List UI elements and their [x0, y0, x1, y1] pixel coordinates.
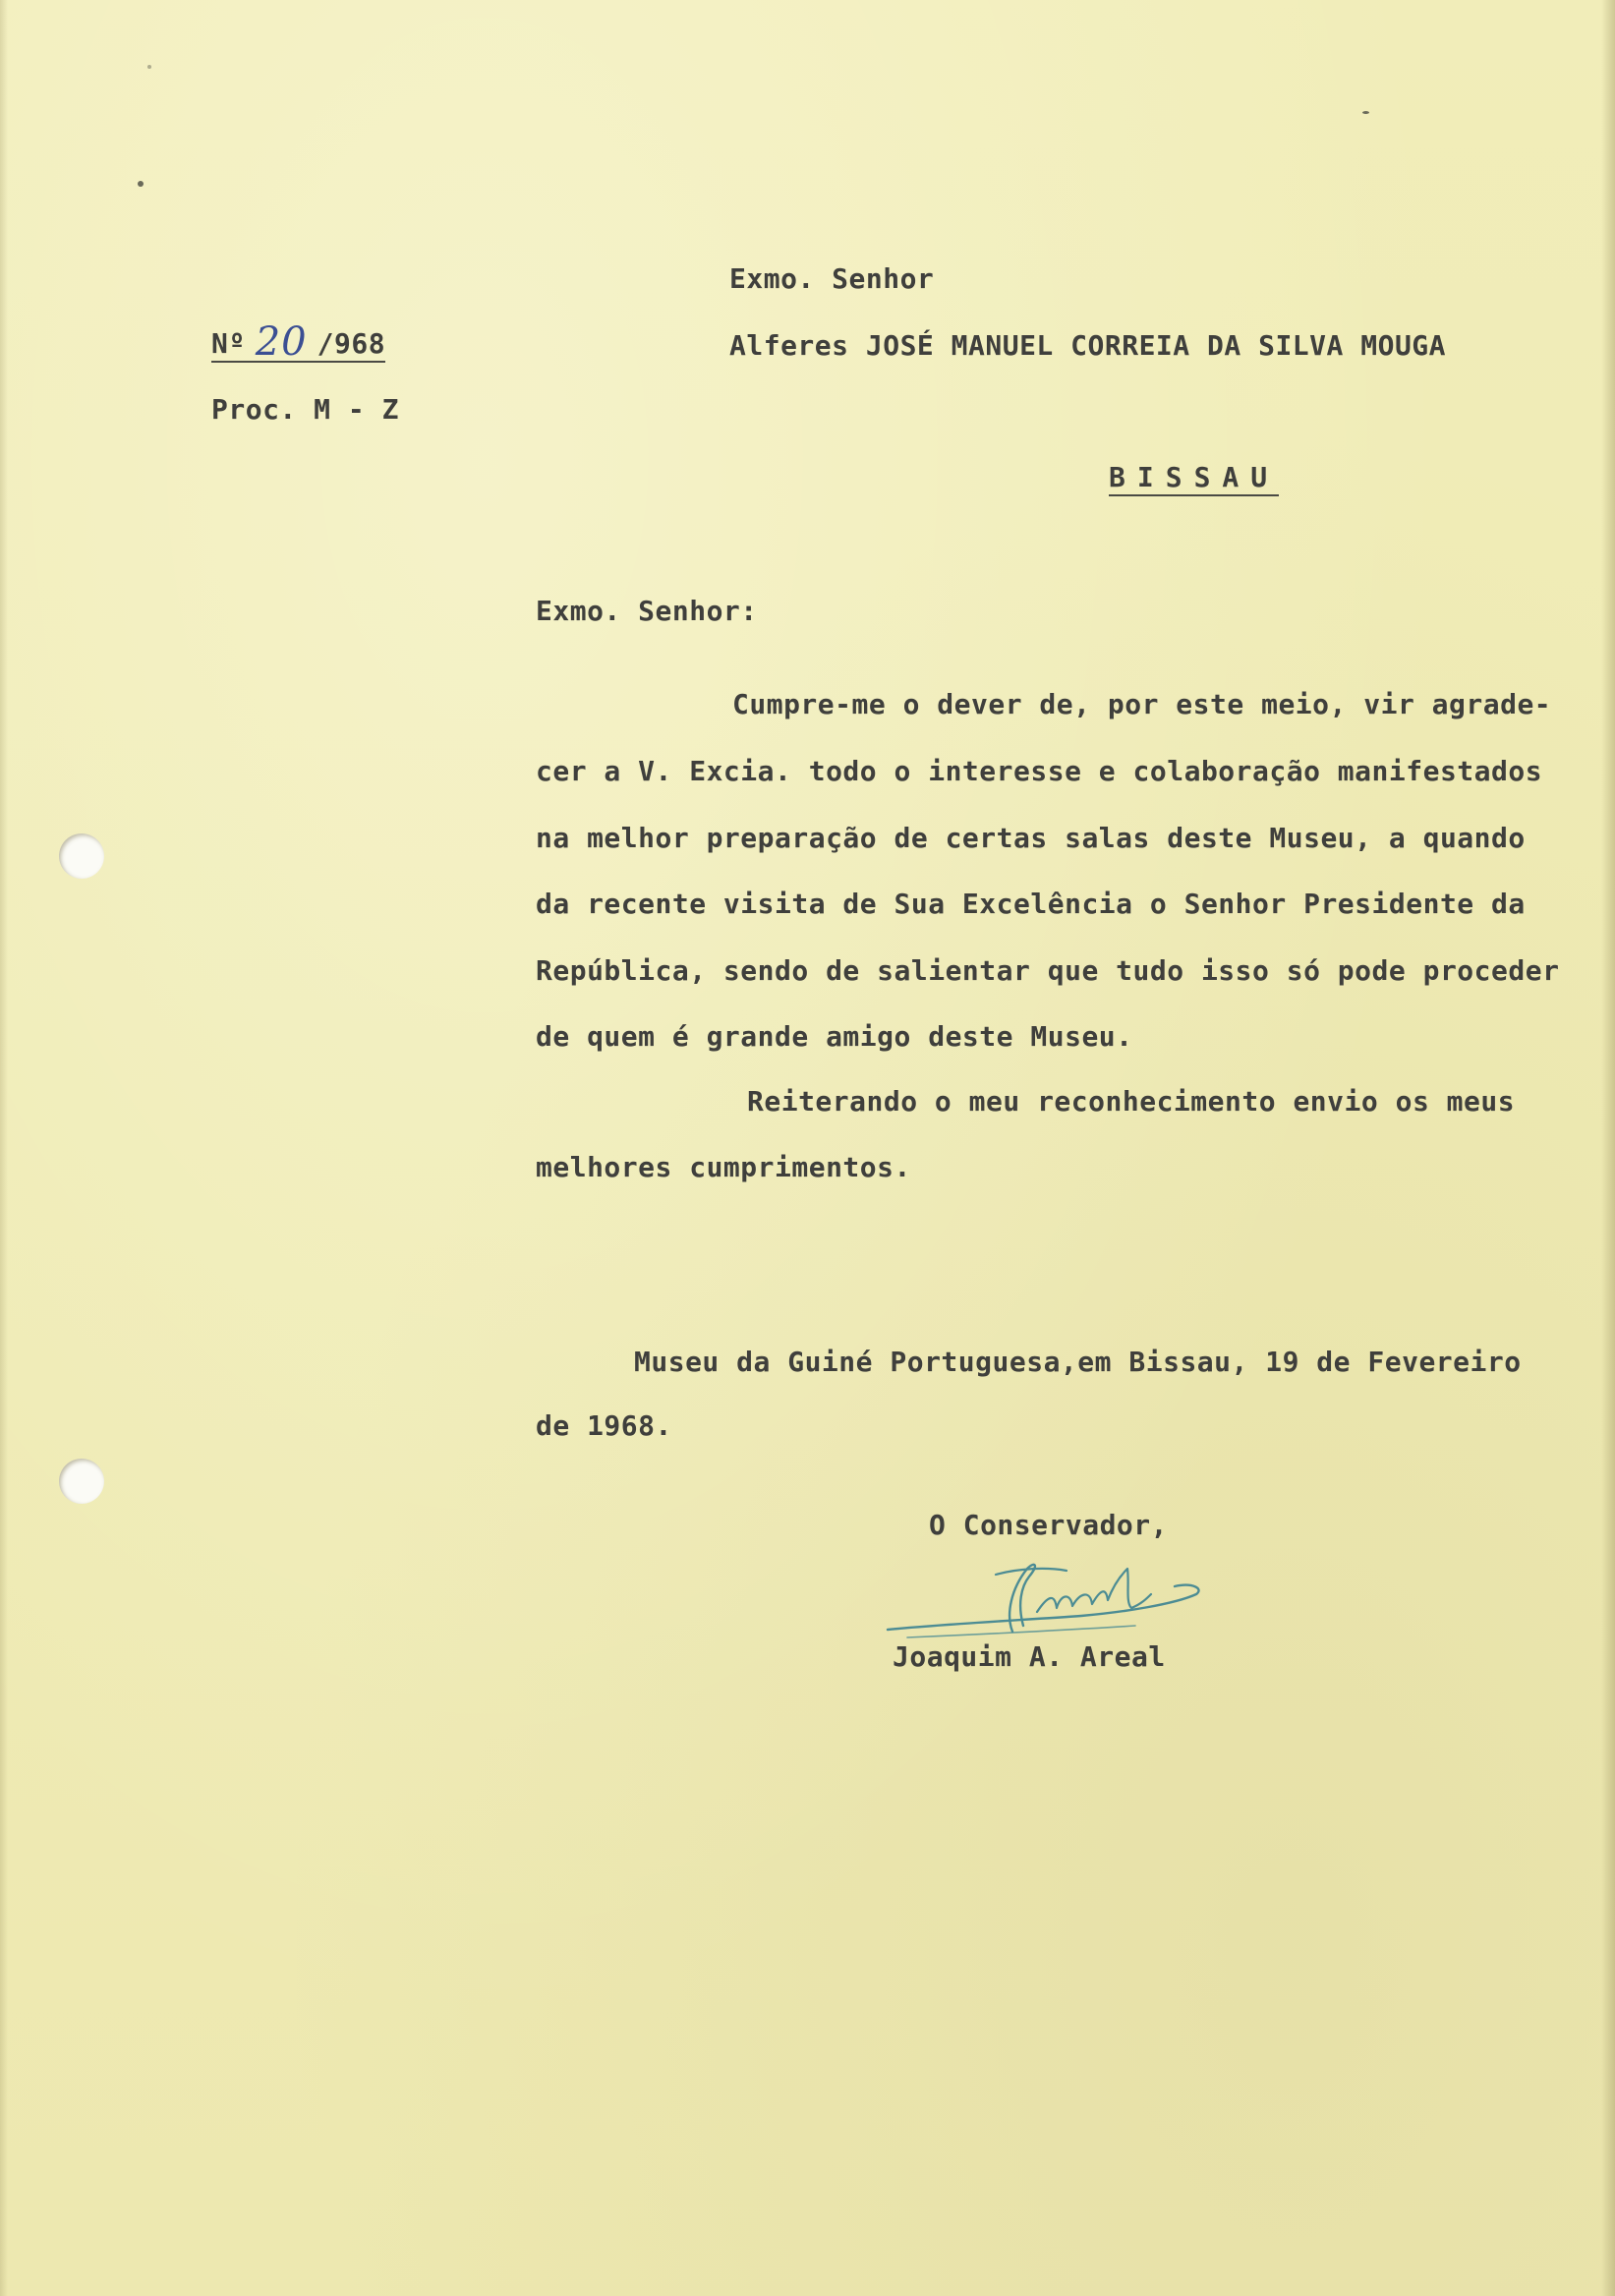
reference-year: /968 [317, 327, 386, 360]
reference-prefix: Nº [211, 327, 246, 360]
recipient-name: Alferes JOSÉ MANUEL CORREIA DA SILVA MOUGA [729, 329, 1447, 362]
paragraph2-line-2: melhores cumprimentos. [536, 1151, 911, 1183]
process-reference: Proc. M - Z [211, 393, 399, 426]
paragraph1-line-3: na melhor preparação de certas salas deste Museu, a quando [536, 822, 1526, 854]
handwritten-signature [880, 1555, 1214, 1643]
paper-speck [147, 65, 151, 69]
paragraph2-line-1: Reiterando o meu reconhecimento envio os meus [747, 1085, 1516, 1118]
greeting: Exmo. Senhor: [536, 595, 758, 627]
punch-hole-top [59, 833, 104, 879]
paragraph1-line-6: de quem é grande amigo deste Museu. [536, 1020, 1133, 1053]
paper-speck [138, 181, 144, 187]
paper-edge-left [0, 0, 8, 2296]
signatory-name: Joaquim A. Areal [893, 1640, 1166, 1673]
paper-speck [1362, 111, 1369, 114]
place-date-line-1: Museu da Guiné Portuguesa,em Bissau, 19 de Fevereiro [634, 1346, 1522, 1378]
city-heading: BISSAU [1109, 464, 1279, 496]
header-salutation: Exmo. Senhor [729, 262, 935, 295]
reference-number-handwritten: 20 [255, 319, 308, 365]
place-date-line-2: de 1968. [536, 1409, 672, 1442]
paper-edge-right [1601, 0, 1615, 2296]
paragraph1-line-2: cer a V. Excia. todo o interesse e colaboração manifestados [536, 755, 1543, 787]
paragraph1-line-5: República, sendo de salientar que tudo isso só pode proceder [536, 954, 1560, 987]
punch-hole-bottom [59, 1459, 104, 1504]
paragraph1-line-4: da recente visita de Sua Excelência o Senhor Presidente da [536, 888, 1526, 920]
paragraph1-line-1: Cumpre-me o dever de, por este meio, vir agrade- [732, 688, 1552, 720]
reference-number-line [211, 319, 386, 365]
closing-title: O Conservador, [929, 1509, 1169, 1541]
